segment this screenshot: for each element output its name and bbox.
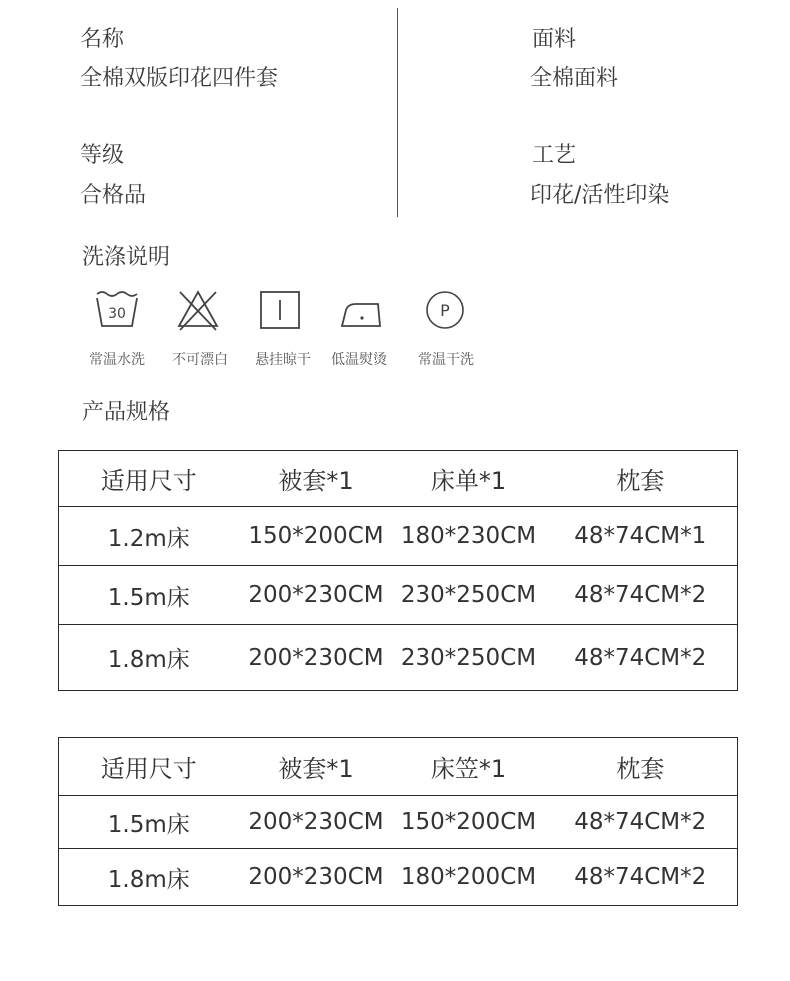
header-size: 适用尺寸 [59,738,239,796]
header-pillowcase: 枕套 [544,738,738,796]
wash-label-5: 常温干洗 [418,352,474,368]
craft-value: 印花/活性印染 [530,183,670,208]
wash-label-1: 常温水洗 [89,352,145,368]
header-pillowcase: 枕套 [544,451,738,507]
table-cell: 48*74CM*1 [544,507,738,566]
table-row [59,566,738,625]
wash-title: 洗涤说明 [82,245,171,270]
table-cell: 230*250CM [394,566,544,625]
table-cell: 180*200CM [400,864,537,890]
low-iron-icon [338,290,384,336]
header-fitted-sheet: 床笠*1 [394,738,544,796]
wash-30-icon [94,288,140,334]
hang-dry-icon [257,288,303,334]
table-cell: 48*74CM*2 [544,566,738,625]
header-duvet: 被套*1 [239,738,394,796]
table-cell: 200*230CM [239,566,394,625]
size-table-2 [58,737,738,906]
fabric-value: 全棉面料 [530,66,619,91]
craft-label: 工艺 [532,143,577,168]
wash-label-4: 低温熨烫 [331,352,387,368]
table-header-row [59,738,738,796]
size-table-1 [58,450,738,691]
table-cell: 200*230CM [248,644,384,671]
table-cell: 48*74CM*2 [544,796,738,849]
vertical-divider [397,8,398,217]
table-cell: 180*230CM [394,507,544,566]
name-value: 全棉双版印花四件套 [80,66,279,91]
table-cell: 150*200CM [239,507,394,566]
table-header-row [59,451,738,507]
table-cell: 48*74CM*2 [574,644,707,671]
product-spec-title: 产品规格 [82,400,171,425]
table-row [59,796,738,849]
header-sheet: 床单*1 [394,451,544,507]
table-cell: 150*200CM [394,796,544,849]
table-cell: 230*250CM [400,644,537,671]
table-row [59,507,738,566]
table-row [59,625,738,691]
dry-clean-p-icon [422,288,468,334]
grade-value: 合格品 [80,183,147,208]
header-duvet: 被套*1 [239,451,394,507]
table-cell: 200*230CM [239,796,394,849]
table-cell: 1.5m床 [59,566,239,625]
grade-label: 等级 [80,143,125,168]
table-row [59,849,738,906]
table-cell: 200*230CM [248,864,384,890]
svg-text:P: P [440,301,450,320]
wash-label-3: 悬挂晾干 [255,352,311,368]
svg-text:30: 30 [108,306,126,322]
wash-label-2: 不可漂白 [172,352,228,368]
fabric-label: 面料 [532,27,577,52]
header-size: 适用尺寸 [59,451,239,507]
name-label: 名称 [80,27,125,52]
table-cell: 1.5m床 [59,796,239,849]
table-cell: 1.8m床 [107,866,190,893]
table-cell: 1.8m床 [107,647,190,673]
table-cell: 1.2m床 [59,507,239,566]
table-cell: 48*74CM*2 [574,864,707,890]
no-bleach-icon [175,288,221,334]
